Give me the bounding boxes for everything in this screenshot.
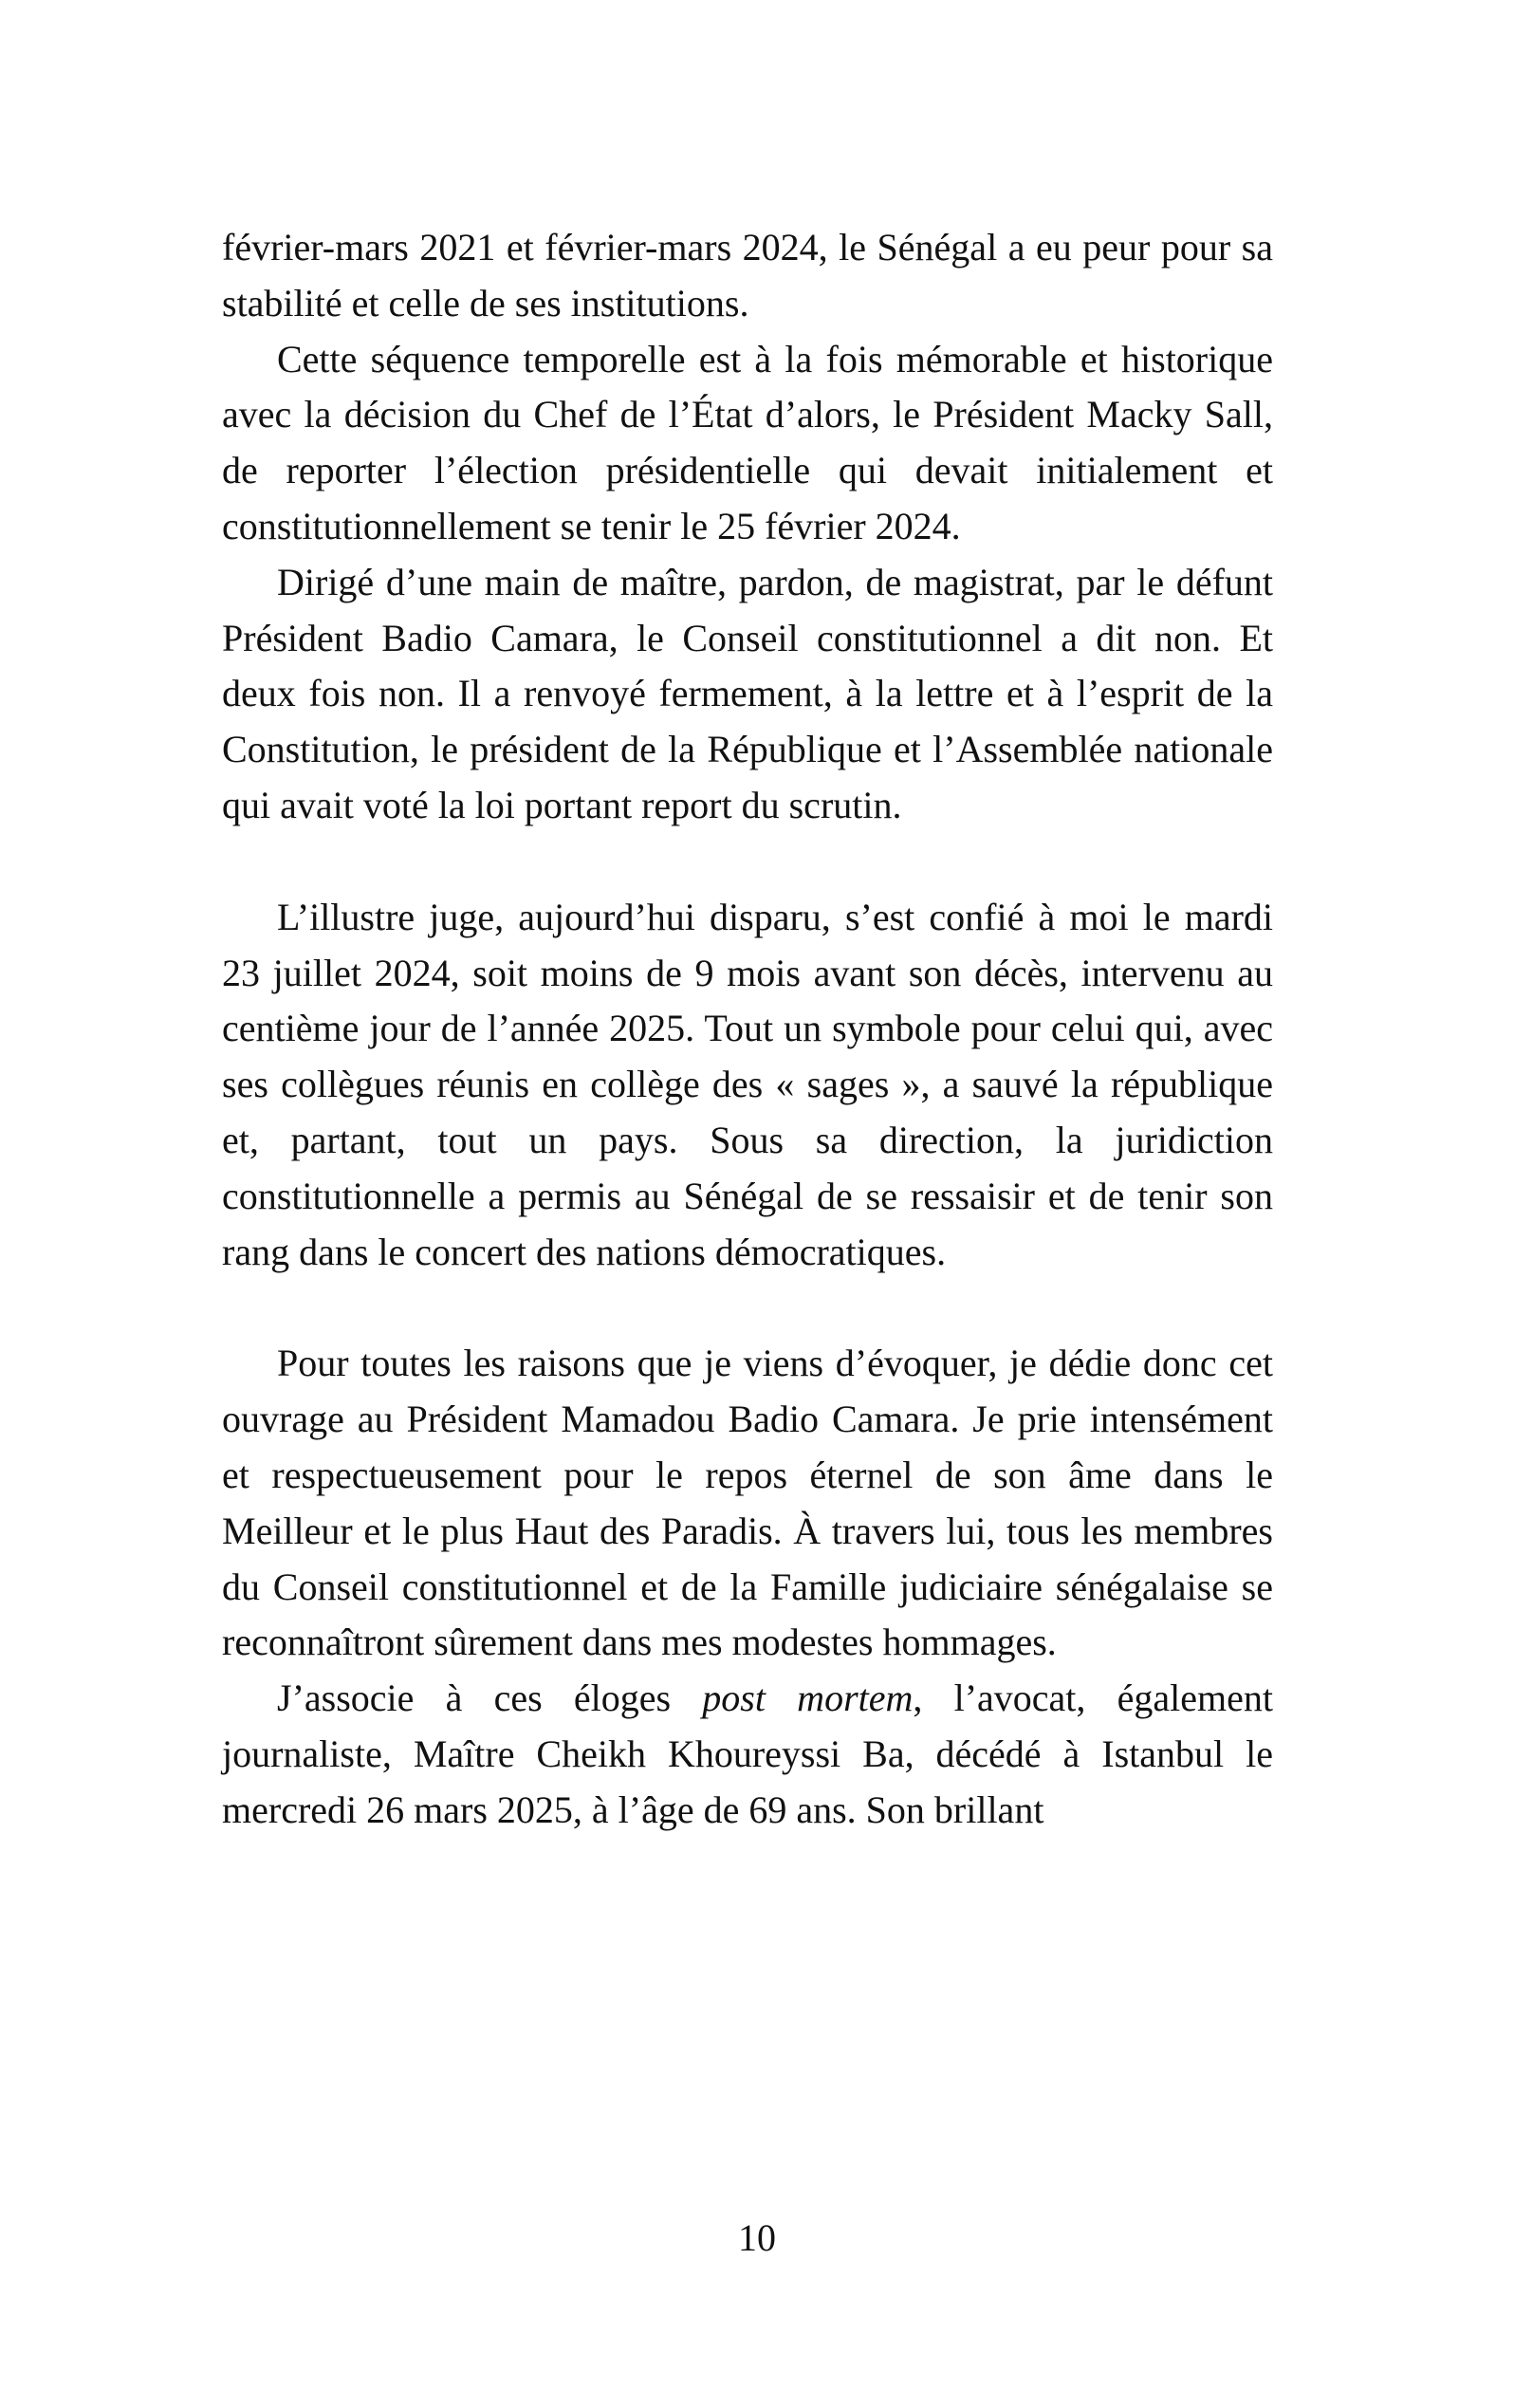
- paragraph-2: Cette séquence temporelle est à la fois mémorable et historique avec la décision du Chef de l’État d’alors, le Président Macky Sall, de reporter l’élection présidentielle qui devait initialement et constitutionnellement se tenir le 25 février 2024.: [222, 337, 1273, 547]
- page-number: 10: [738, 2216, 776, 2259]
- paragraph-4: L’illustre juge, aujourd’hui disparu, s’est confié à moi le mardi 23 juillet 2024, soit moins de 9 mois avant son décès, intervenu au centième jour de l’année 2025. Tout un symbole pour celui qui, avec ses collègues réunis en collège des « sages », a sauvé la république et, partant, tout un pays. Sous sa direction, la juridiction constitutionnelle a permis au Sénégal de se ressaisir et de tenir son rang dans le concert des nations démocratiques.: [222, 895, 1273, 1273]
- paragraph-3: Dirigé d’une main de maître, pardon, de magistrat, par le défunt Président Badio Camara, le Conseil constitutionnel a dit non. Et deux fois non. Il a renvoyé fermement, à la lettre et à l’esprit de la Constitution, le président de la République et l’Assemblée nationale qui avait voté la loi portant report du scrutin.: [222, 560, 1273, 826]
- paragraph-6-start: J’associe à ces éloges: [277, 1676, 703, 1720]
- paragraph-5: Pour toutes les raisons que je viens d’évoquer, je dédie donc cet ouvrage au Président Mamadou Badio Camara. Je prie intensément et respectueusement pour le repos éternel de son âme dans le Meilleur et le plus Haut des Paradis. À travers lui, tous les membres du Conseil constitutionnel et de la Famille judiciaire sénégalaise se reconnaîtront sûrement dans mes modestes hommages.: [222, 1342, 1273, 1664]
- body-text: [222, 220, 1273, 1839]
- paragraph-1: février-mars 2021 et février-mars 2024, le Sénégal a eu peur pour sa stabilité et celle de ses institutions.: [222, 226, 1273, 324]
- paragraph-6: [222, 1671, 1273, 1838]
- paragraph-6-italic: post mortem: [702, 1676, 914, 1720]
- paragraph-6-end: , l’avocat, également journaliste, Maître Cheikh Khoureyssi Ba, décédé à Istanbul le mercredi 26 mars 2025, à l’âge de 69 ans. Son brillant: [222, 1676, 1273, 1831]
